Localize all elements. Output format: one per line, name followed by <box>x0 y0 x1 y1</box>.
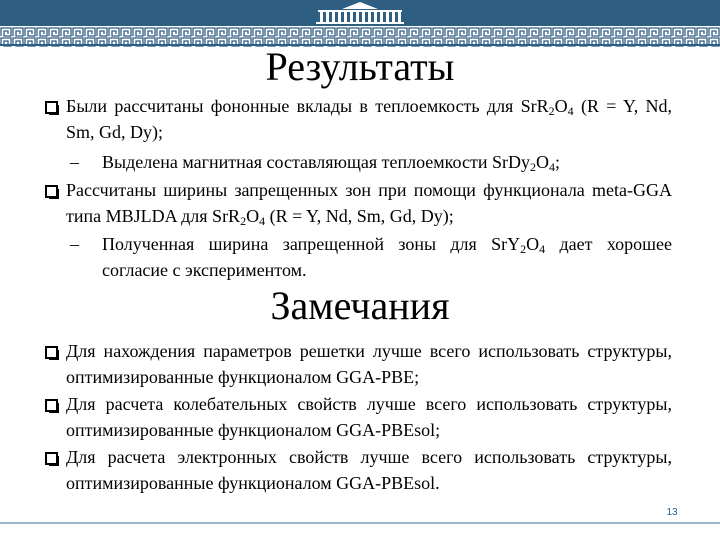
checkbox-bullet-icon <box>45 346 59 360</box>
checkbox-bullet-icon <box>45 452 59 466</box>
results-item-phonon: Были рассчитаны фононные вклады в теплоемкость для $SrR_2O_4$ (R = Y, Nd, Sm, Gd, Dy); <box>66 96 672 142</box>
remarks-title: Замечания <box>270 283 450 328</box>
remarks-item-electronic: Для расчета электронных свойств лучше всего использовать структуры, оптимизированные функционалом GGA-PBEsol. <box>66 447 672 493</box>
results-subitem-agreement: Полученная ширина запрещенной зоны для $SrY_2O_4$ дает хорошее согласие с экспериментом. <box>102 234 672 280</box>
meander-pattern-top <box>0 27 720 37</box>
results-item-bandgap: Рассчитаны ширины запрещенных зон при помощи функционала meta-GGA типа MBJLDA для $SrR_2O_4$ (R = Y, Nd, Sm, Gd, Dy); <box>66 180 672 228</box>
results-subitem-magnetic: Выделена магнитная составляющая теплоемкости $SrDy_2O_4$; <box>102 152 560 174</box>
checkbox-bullet-icon <box>45 101 59 115</box>
header-banner <box>0 0 720 46</box>
checkbox-bullet-icon <box>45 399 59 413</box>
page-number: 13 <box>666 507 678 518</box>
remarks-item-vibrational: Для расчета колебательных свойств лучше всего использовать структуры, оптимизированные функционалом GGA-PBEsol; <box>66 394 672 440</box>
remarks-item-lattice: Для нахождения параметров решетки лучше всего использовать структуры, оптимизированные функционалом GGA-PBE; <box>66 341 672 387</box>
building-logo-icon <box>304 0 416 26</box>
dash-bullet: – <box>70 234 79 254</box>
checkbox-bullet-icon <box>45 185 59 199</box>
footer-divider <box>0 522 720 524</box>
dash-bullet: – <box>70 152 79 172</box>
results-title: Результаты <box>265 44 455 89</box>
